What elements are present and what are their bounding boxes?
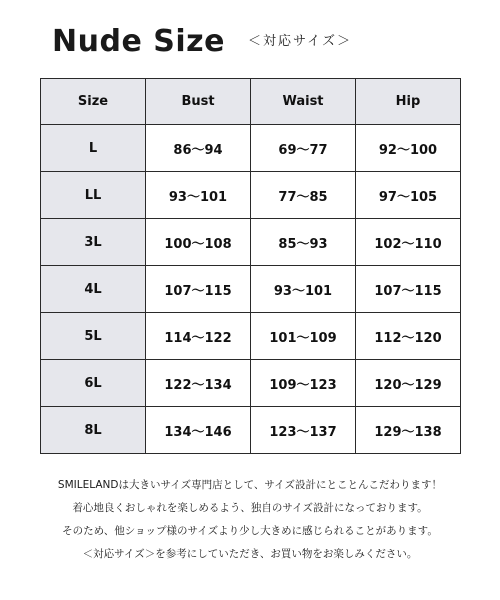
hip-cell: 112〜120 bbox=[356, 313, 461, 360]
size-cell: 5L bbox=[41, 313, 146, 360]
table-row bbox=[41, 266, 461, 313]
bust-cell: 114〜122 bbox=[146, 313, 251, 360]
waist-cell: 109〜123 bbox=[251, 360, 356, 407]
page-title: Nude Size bbox=[52, 24, 225, 59]
size-cell: L bbox=[41, 125, 146, 172]
size-cell: 6L bbox=[41, 360, 146, 407]
note-line: そのため、他ショップ様のサイズより少し大きめに感じられることがあります。 bbox=[62, 525, 438, 537]
size-cell: LL bbox=[41, 172, 146, 219]
hip-cell: 107〜115 bbox=[356, 266, 461, 313]
bust-cell: 134〜146 bbox=[146, 407, 251, 454]
waist-cell: 123〜137 bbox=[251, 407, 356, 454]
hip-cell: 97〜105 bbox=[356, 172, 461, 219]
table-body bbox=[41, 125, 461, 454]
table-row bbox=[41, 407, 461, 454]
hip-cell: 92〜100 bbox=[356, 125, 461, 172]
size-cell: 4L bbox=[41, 266, 146, 313]
bust-cell: 107〜115 bbox=[146, 266, 251, 313]
table-row bbox=[41, 219, 461, 266]
bust-cell: 122〜134 bbox=[146, 360, 251, 407]
waist-cell: 77〜85 bbox=[251, 172, 356, 219]
size-notes bbox=[0, 474, 500, 566]
note-line: ＜対応サイズ＞を参考にしていただき、お買い物をお楽しみください。 bbox=[82, 548, 418, 560]
size-table bbox=[40, 78, 461, 454]
table-row bbox=[41, 172, 461, 219]
page-subtitle: ＜対応サイズ＞ bbox=[248, 34, 352, 49]
bust-cell: 93〜101 bbox=[146, 172, 251, 219]
waist-cell: 93〜101 bbox=[251, 266, 356, 313]
hip-cell: 120〜129 bbox=[356, 360, 461, 407]
hip-cell: 129〜138 bbox=[356, 407, 461, 454]
waist-cell: 69〜77 bbox=[251, 125, 356, 172]
note-line: SMILELANDは大きいサイズ専門店として、サイズ設計にとことんこだわります！ bbox=[57, 479, 443, 491]
bust-cell: 100〜108 bbox=[146, 219, 251, 266]
column-header-waist: Waist bbox=[251, 79, 356, 125]
hip-cell: 102〜110 bbox=[356, 219, 461, 266]
note-line: 着心地良くおしゃれを楽しめるよう、独自のサイズ設計になっております。 bbox=[72, 502, 428, 514]
table-row bbox=[41, 313, 461, 360]
waist-cell: 101〜109 bbox=[251, 313, 356, 360]
waist-cell: 85〜93 bbox=[251, 219, 356, 266]
table-row bbox=[41, 360, 461, 407]
column-header-hip: Hip bbox=[356, 79, 461, 125]
table-row bbox=[41, 125, 461, 172]
bust-cell: 86〜94 bbox=[146, 125, 251, 172]
size-cell: 8L bbox=[41, 407, 146, 454]
table-header bbox=[41, 79, 461, 125]
size-cell: 3L bbox=[41, 219, 146, 266]
column-header-size: Size bbox=[41, 79, 146, 125]
table-header-row bbox=[41, 79, 461, 125]
column-header-bust: Bust bbox=[146, 79, 251, 125]
